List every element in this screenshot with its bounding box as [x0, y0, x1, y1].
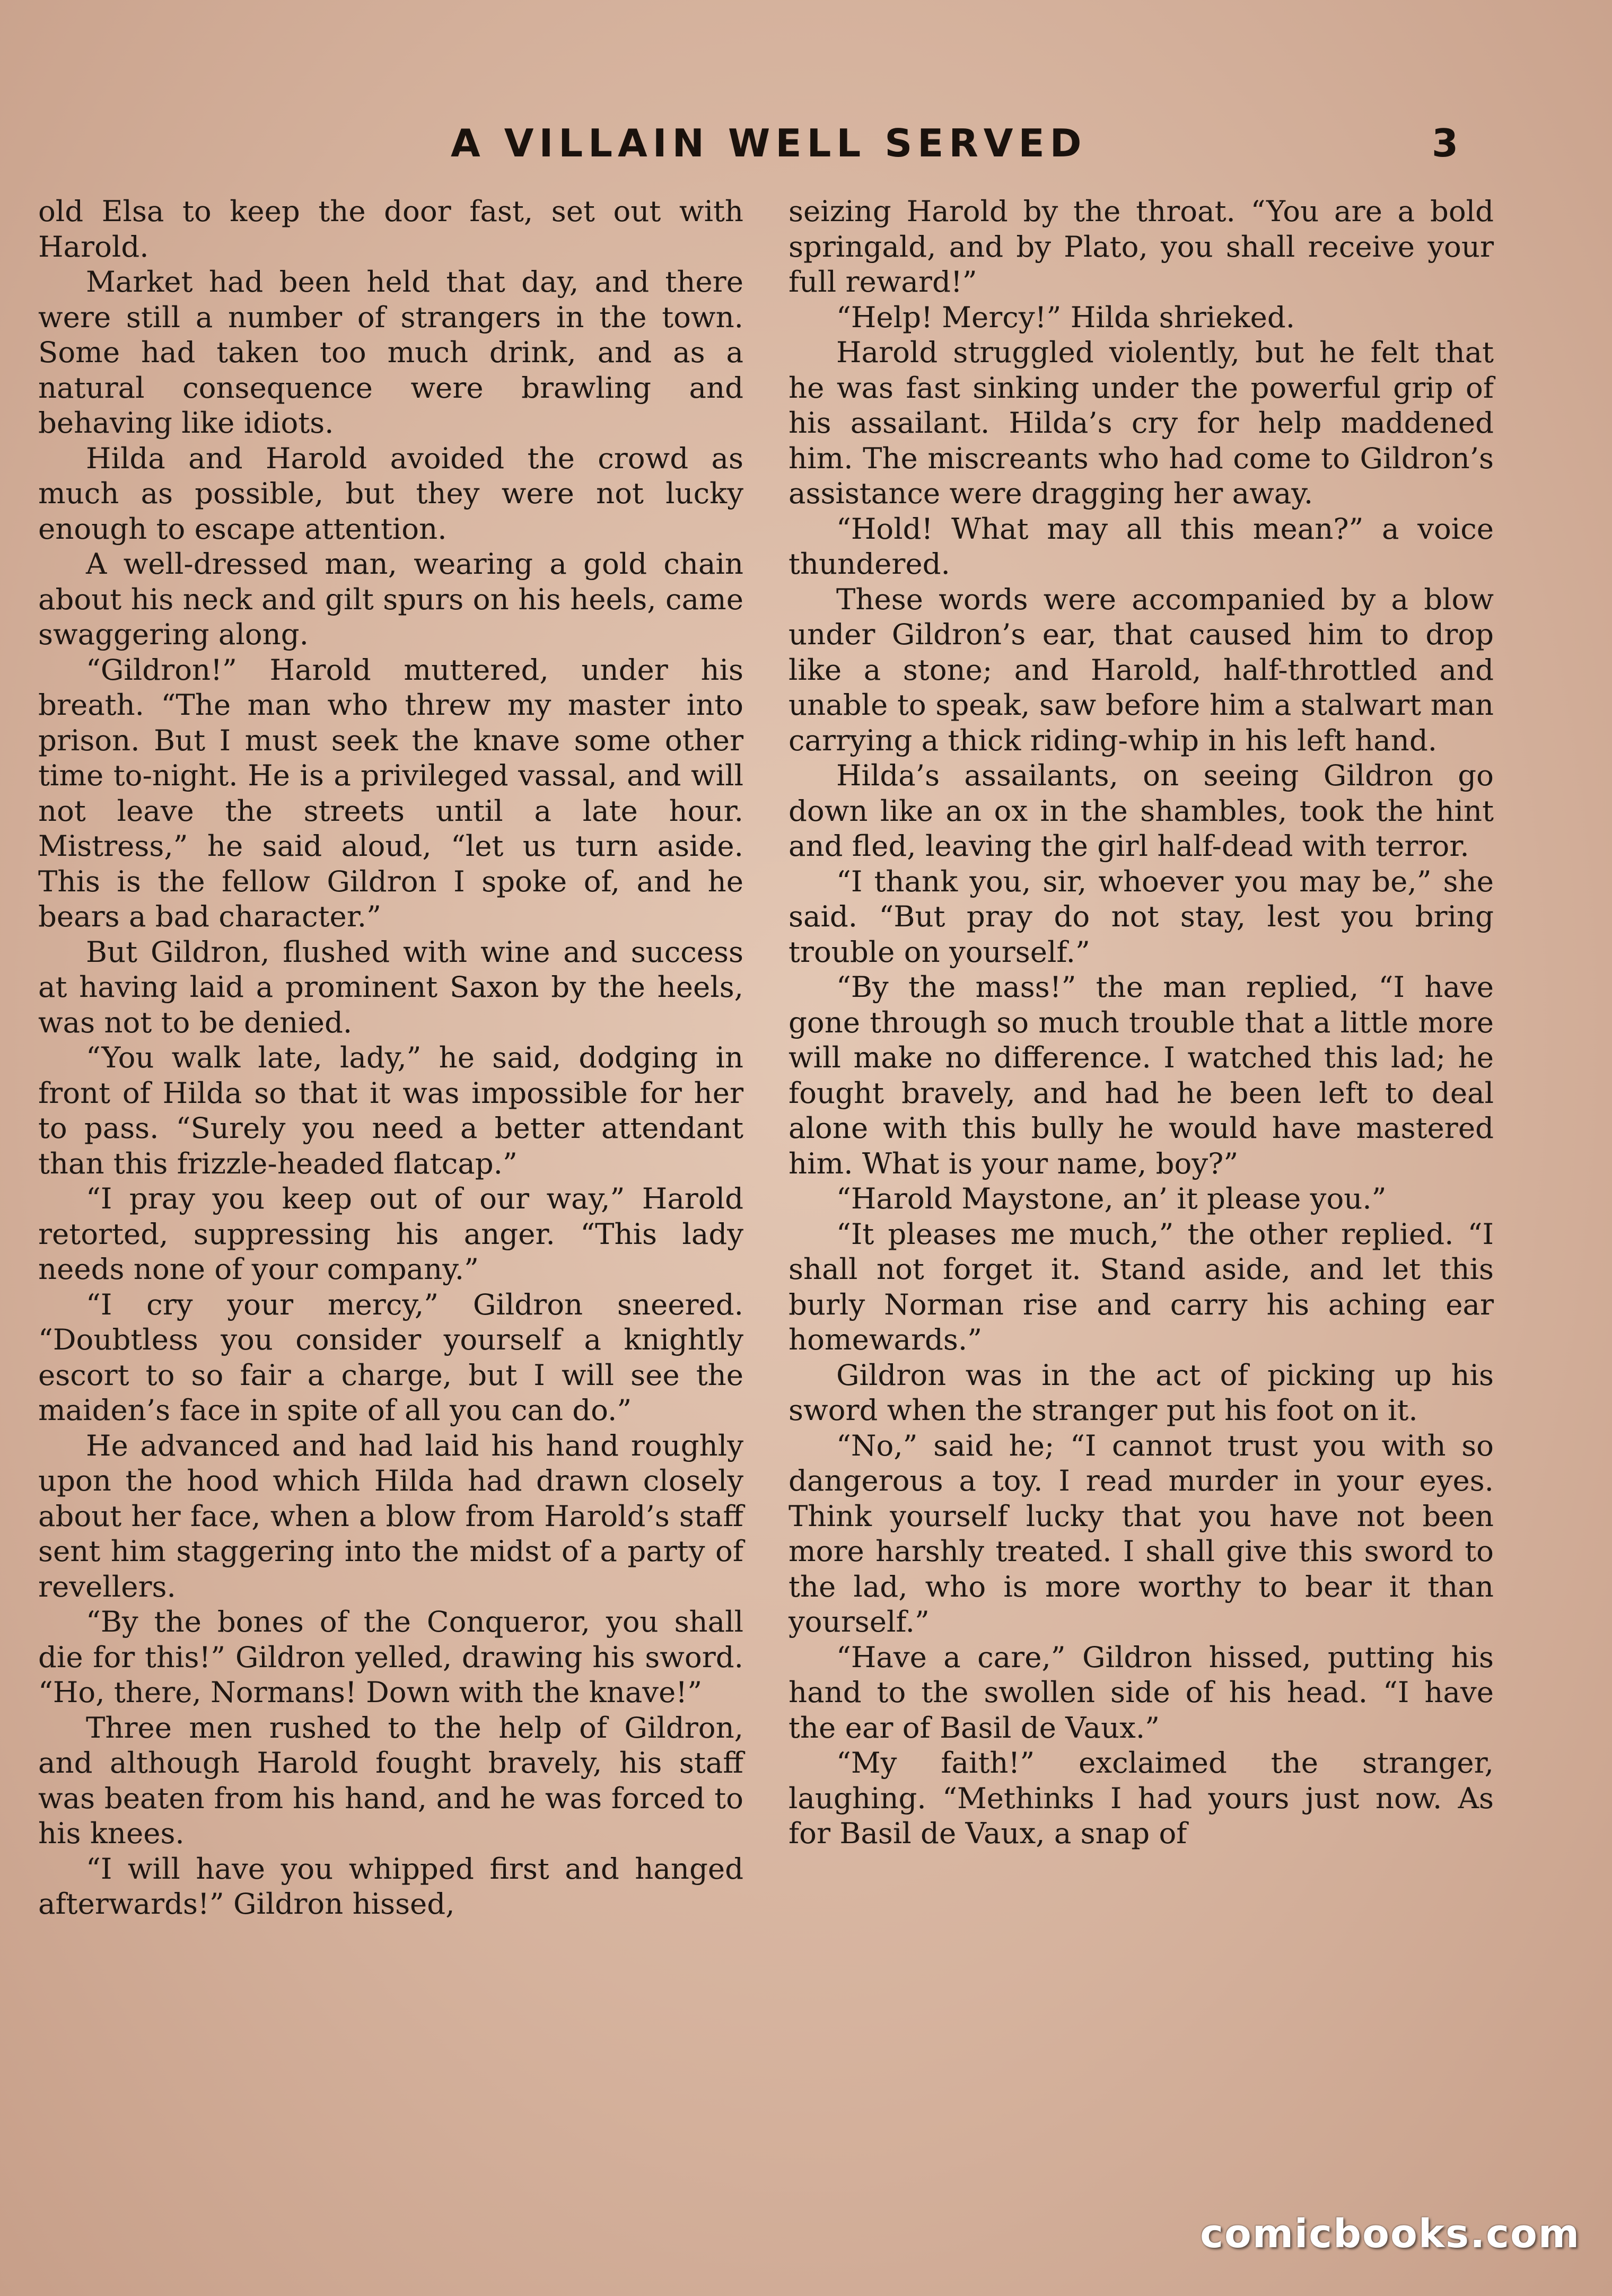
paragraph: “My faith!” exclaimed the stranger, laughing. “Methinks I had yours just now. As for Basil de Vaux, a snap of: [789, 1746, 1494, 1850]
paragraph: “Harold Maystone, an’ it please you.”: [836, 1181, 1387, 1215]
paragraph: old Elsa to keep the door fast, set out with Harold.: [38, 194, 743, 264]
paragraph: Hilda and Harold avoided the crowd as much as possible, but they were not lucky enough to escape attention.: [38, 441, 743, 546]
paragraph: “I thank you, sir, whoever you may be,” she said. “But pray do not stay, lest you bring trouble on yourself.”: [789, 864, 1494, 969]
paragraph: “You walk late, lady,” he said, dodging in front of Hilda so that it was impossible for her to pass. “Surely you need a better attendant than this frizzle-headed flatcap.”: [38, 1040, 743, 1180]
page-header: [0, 121, 1612, 179]
paragraph: “I cry your mercy,” Gildron sneered. “Doubtless you consider yourself a knightly escort to so fair a charge, but I will see the maiden’s face in spite of all you can do.”: [38, 1287, 743, 1427]
paragraph: A well-dressed man, wearing a gold chain about his neck and gilt spurs on his heels, came swaggering along.: [38, 547, 743, 651]
watermark: comicbooks.com: [1200, 2211, 1580, 2257]
paragraph: “By the bones of the Conqueror, you shall die for this!” Gildron yelled, drawing his sword. “Ho, there, Normans! Down with the knave!”: [38, 1605, 743, 1709]
paragraph: seizing Harold by the throat. “You are a bold springald, and by Plato, you shall receive your full reward!”: [789, 194, 1494, 299]
paragraph: “Have a care,” Gildron hissed, putting his hand to the swollen side of his head. “I have the ear of Basil de Vaux.”: [789, 1640, 1494, 1745]
paragraph: He advanced and had laid his hand roughly upon the hood which Hilda had drawn closely about her face, when a blow from Harold’s staff sent him staggering into the midst of a party of revellers.: [38, 1428, 743, 1603]
page-number: 3: [1432, 121, 1459, 165]
paragraph: “By the mass!” the man replied, “I have gone through so much trouble that a little more will make no difference. I watched this lad; he fought bravely, and had he been left to deal alone with this bully he would have mastered him. What is your name, boy?”: [789, 970, 1494, 1180]
paragraph: “Hold! What may all this mean?” a voice thundered.: [789, 511, 1494, 581]
paragraph: “No,” said he; “I cannot trust you with so dangerous a toy. I read murder in your eyes. Think yourself lucky that you have not been more harshly treated. I shall give this sword to the lad, who is more worthy to bear it than yourself.”: [789, 1428, 1494, 1638]
paragraph: “It pleases me much,” the other replied. “I shall not forget it. Stand aside, and let this burly Norman rise and carry his aching ear homewards.”: [789, 1216, 1494, 1356]
paragraph: “I will have you whipped first and hanged afterwards!” Gildron hissed,: [38, 1851, 743, 1921]
paragraph: Harold struggled violently, but he felt that he was fast sinking under the powerful grip of his assailant. Hilda’s cry for help maddened him. The miscreants who had come to Gildron’s assistance were dragging her away.: [789, 335, 1494, 510]
paragraph: “I pray you keep out of our way,” Harold retorted, suppressing his anger. “This lady needs none of your company.”: [38, 1181, 743, 1286]
paragraph: These words were accompanied by a blow under Gildron’s ear, that caused him to drop like a stone; and Harold, half-throttled and unable to speak, saw before him a stalwart man carrying a thick riding-whip in his left hand.: [789, 582, 1494, 757]
paragraph: Market had been held that day, and there were still a number of strangers in the town. Some had taken too much drink, and as a natural consequence were brawling and behaving like idiots.: [38, 265, 743, 440]
paragraph: “Help! Mercy!” Hilda shrieked.: [836, 300, 1295, 334]
paragraph: “Gildron!” Harold muttered, under his breath. “The man who threw my master into prison. But I must seek the knave some other time to-night. He is a privileged vassal, and will not leave the streets until a late hour. Mistress,” he said aloud, “let us turn aside. This is the fellow Gildron I spoke of, and he bears a bad character.”: [38, 652, 743, 933]
paragraph: Hilda’s assailants, on seeing Gildron go down like an ox in the shambles, took the hint and fled, leaving the girl half-dead with terror.: [789, 758, 1494, 863]
paragraph: Three men rushed to the help of Gildron, and although Harold fought bravely, his staff was beaten from his hand, and he was forced to his knees.: [38, 1710, 743, 1850]
paragraph: But Gildron, flushed with wine and success at having laid a prominent Saxon by the heels, was not to be denied.: [38, 934, 743, 1039]
paragraph: Gildron was in the act of picking up his sword when the stranger put his foot on it.: [789, 1357, 1494, 1427]
running-title: A VILLAIN WELL SERVED: [451, 121, 1087, 165]
left-column: [38, 194, 743, 1922]
right-column: [789, 194, 1494, 1851]
